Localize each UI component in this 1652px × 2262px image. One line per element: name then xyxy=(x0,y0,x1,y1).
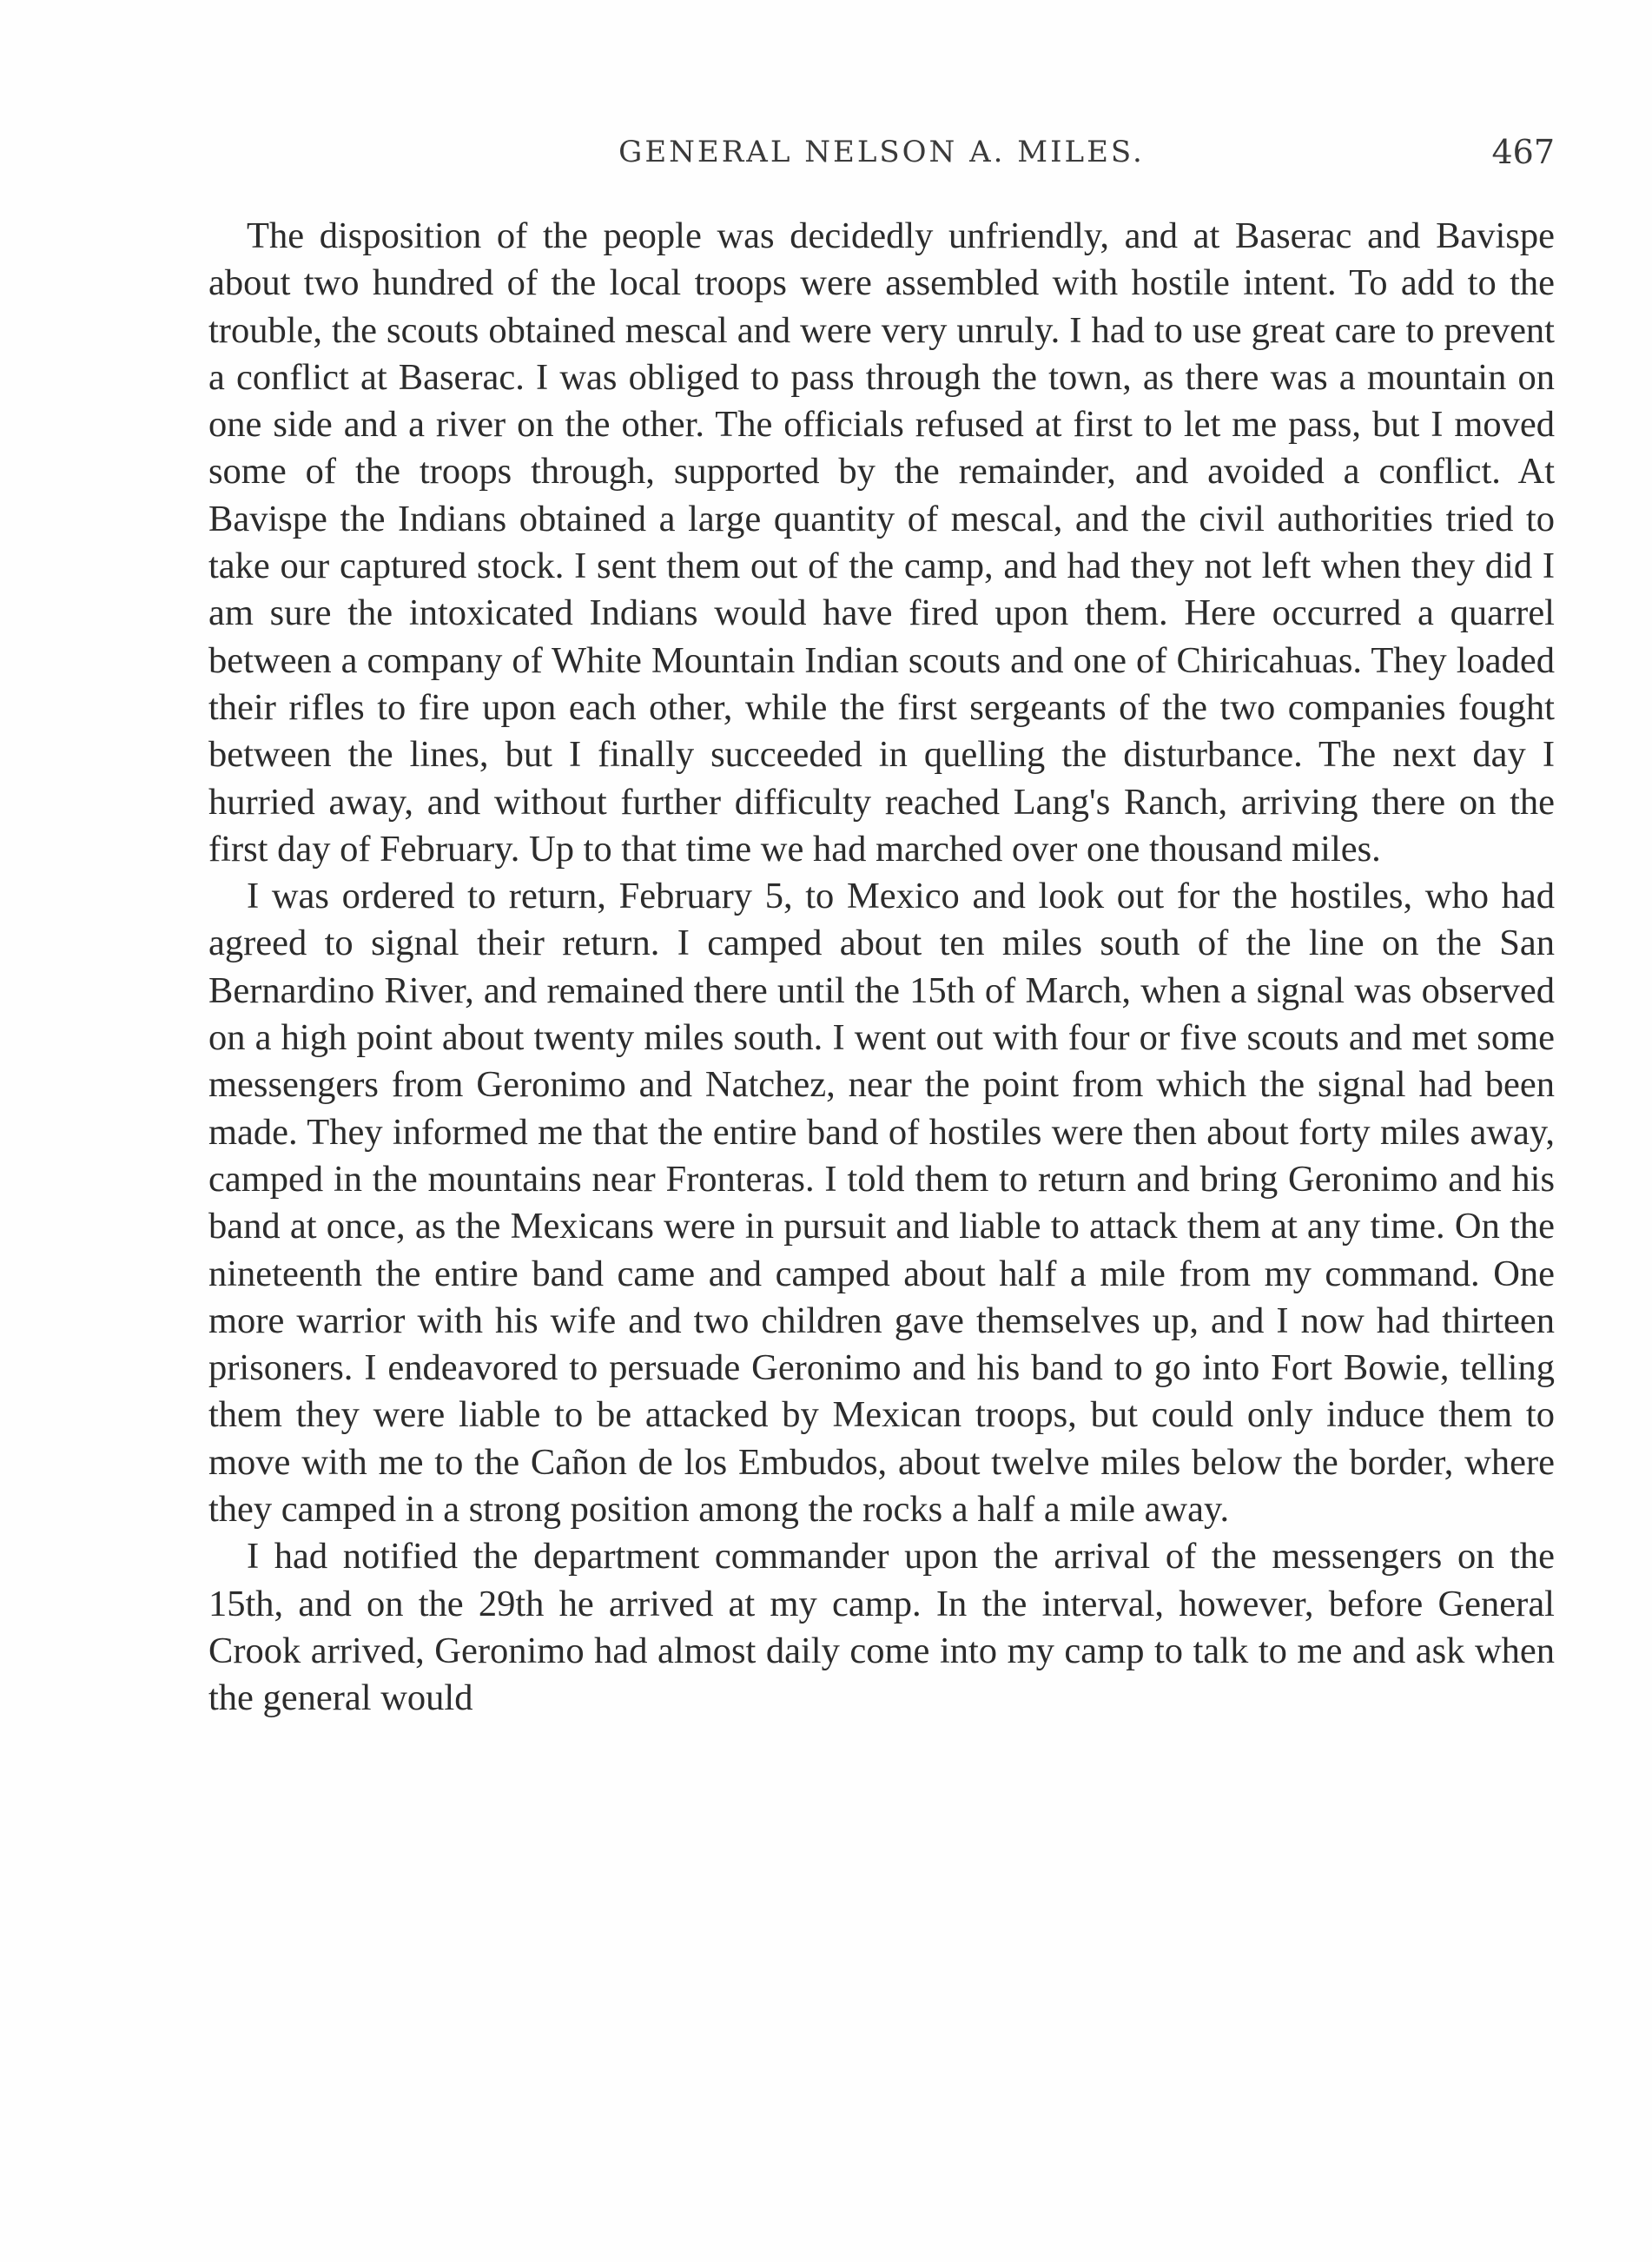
running-header xyxy=(208,135,1555,195)
page-number: 467 xyxy=(1491,133,1555,171)
chapter-title: GENERAL NELSON A. MILES. xyxy=(618,135,1145,169)
paragraph-2: I was ordered to return, February 5, to Mexico and look out for the hostiles, who had agreed to signal their return. I camped about ten miles south of the line on the San Bernardino River, and remained there until the 15th of March, when a signal was observed on a high point about twenty miles south. I went out with four or five scouts and met some messengers from Geronimo and Natchez, near the point from which the signal had been made. They informed me that the entire band of hostiles were then about forty miles away, camped in the mountains near Fronteras. I told them to return and bring Geronimo and his band at once, as the Mexicans were in pursuit and liable to attack them at any time. On the nineteenth the entire band came and camped about half a mile from my command. One more warrior with his wife and two children gave themselves up, and I now had thirteen prisoners. I endeavored to persuade Geronimo and his band to go into Fort Bowie, telling them they were liable to be attacked by Mexican troops, but could only induce them to move with me to the Cañon de los Embudos, about twelve miles below the border, where they camped in a strong position among the rocks a half a mile away. xyxy=(208,876,1555,1531)
paragraph-3: I had notified the department commander upon the arrival of the messengers on the 15th, and on the 29th he arrived at my camp. In the interval, however, before General Crook arrived, Geronimo had almost daily come into my camp to talk to me and ask when the general would xyxy=(208,1536,1555,1719)
paragraph-1: The disposition of the people was decidedly unfriendly, and at Baserac and Bavispe about two hundred of the local troops were assembled with hostile intent. To add to the trouble, the scouts obtained mescal and were very unruly. I had to use great care to prevent a conflict at Baserac. I was obliged to pass through the town, as there was a mountain on one side and a river on the other. The officials refused at first to let me pass, but I moved some of the troops through, supported by the remainder, and avoided a conflict. At Bavispe the Indians obtained a large quantity of mescal, and the civil authorities tried to take our captured stock. I sent them out of the camp, and had they not left when they did I am sure the intoxicated Indians would have fired upon them. Here occurred a quarrel between a company of White Mountain Indian scouts and one of Chiricahuas. They loaded their rifles to fire upon each other, while the first sergeants of the two companies fought between the lines, but I finally succeeded in quelling the disturbance. The next day I hurried away, and without further difficulty reached Lang's Ranch, arriving there on the first day of February. Up to that time we had marched over one thousand miles. xyxy=(208,215,1555,870)
body-text xyxy=(208,213,1555,1723)
